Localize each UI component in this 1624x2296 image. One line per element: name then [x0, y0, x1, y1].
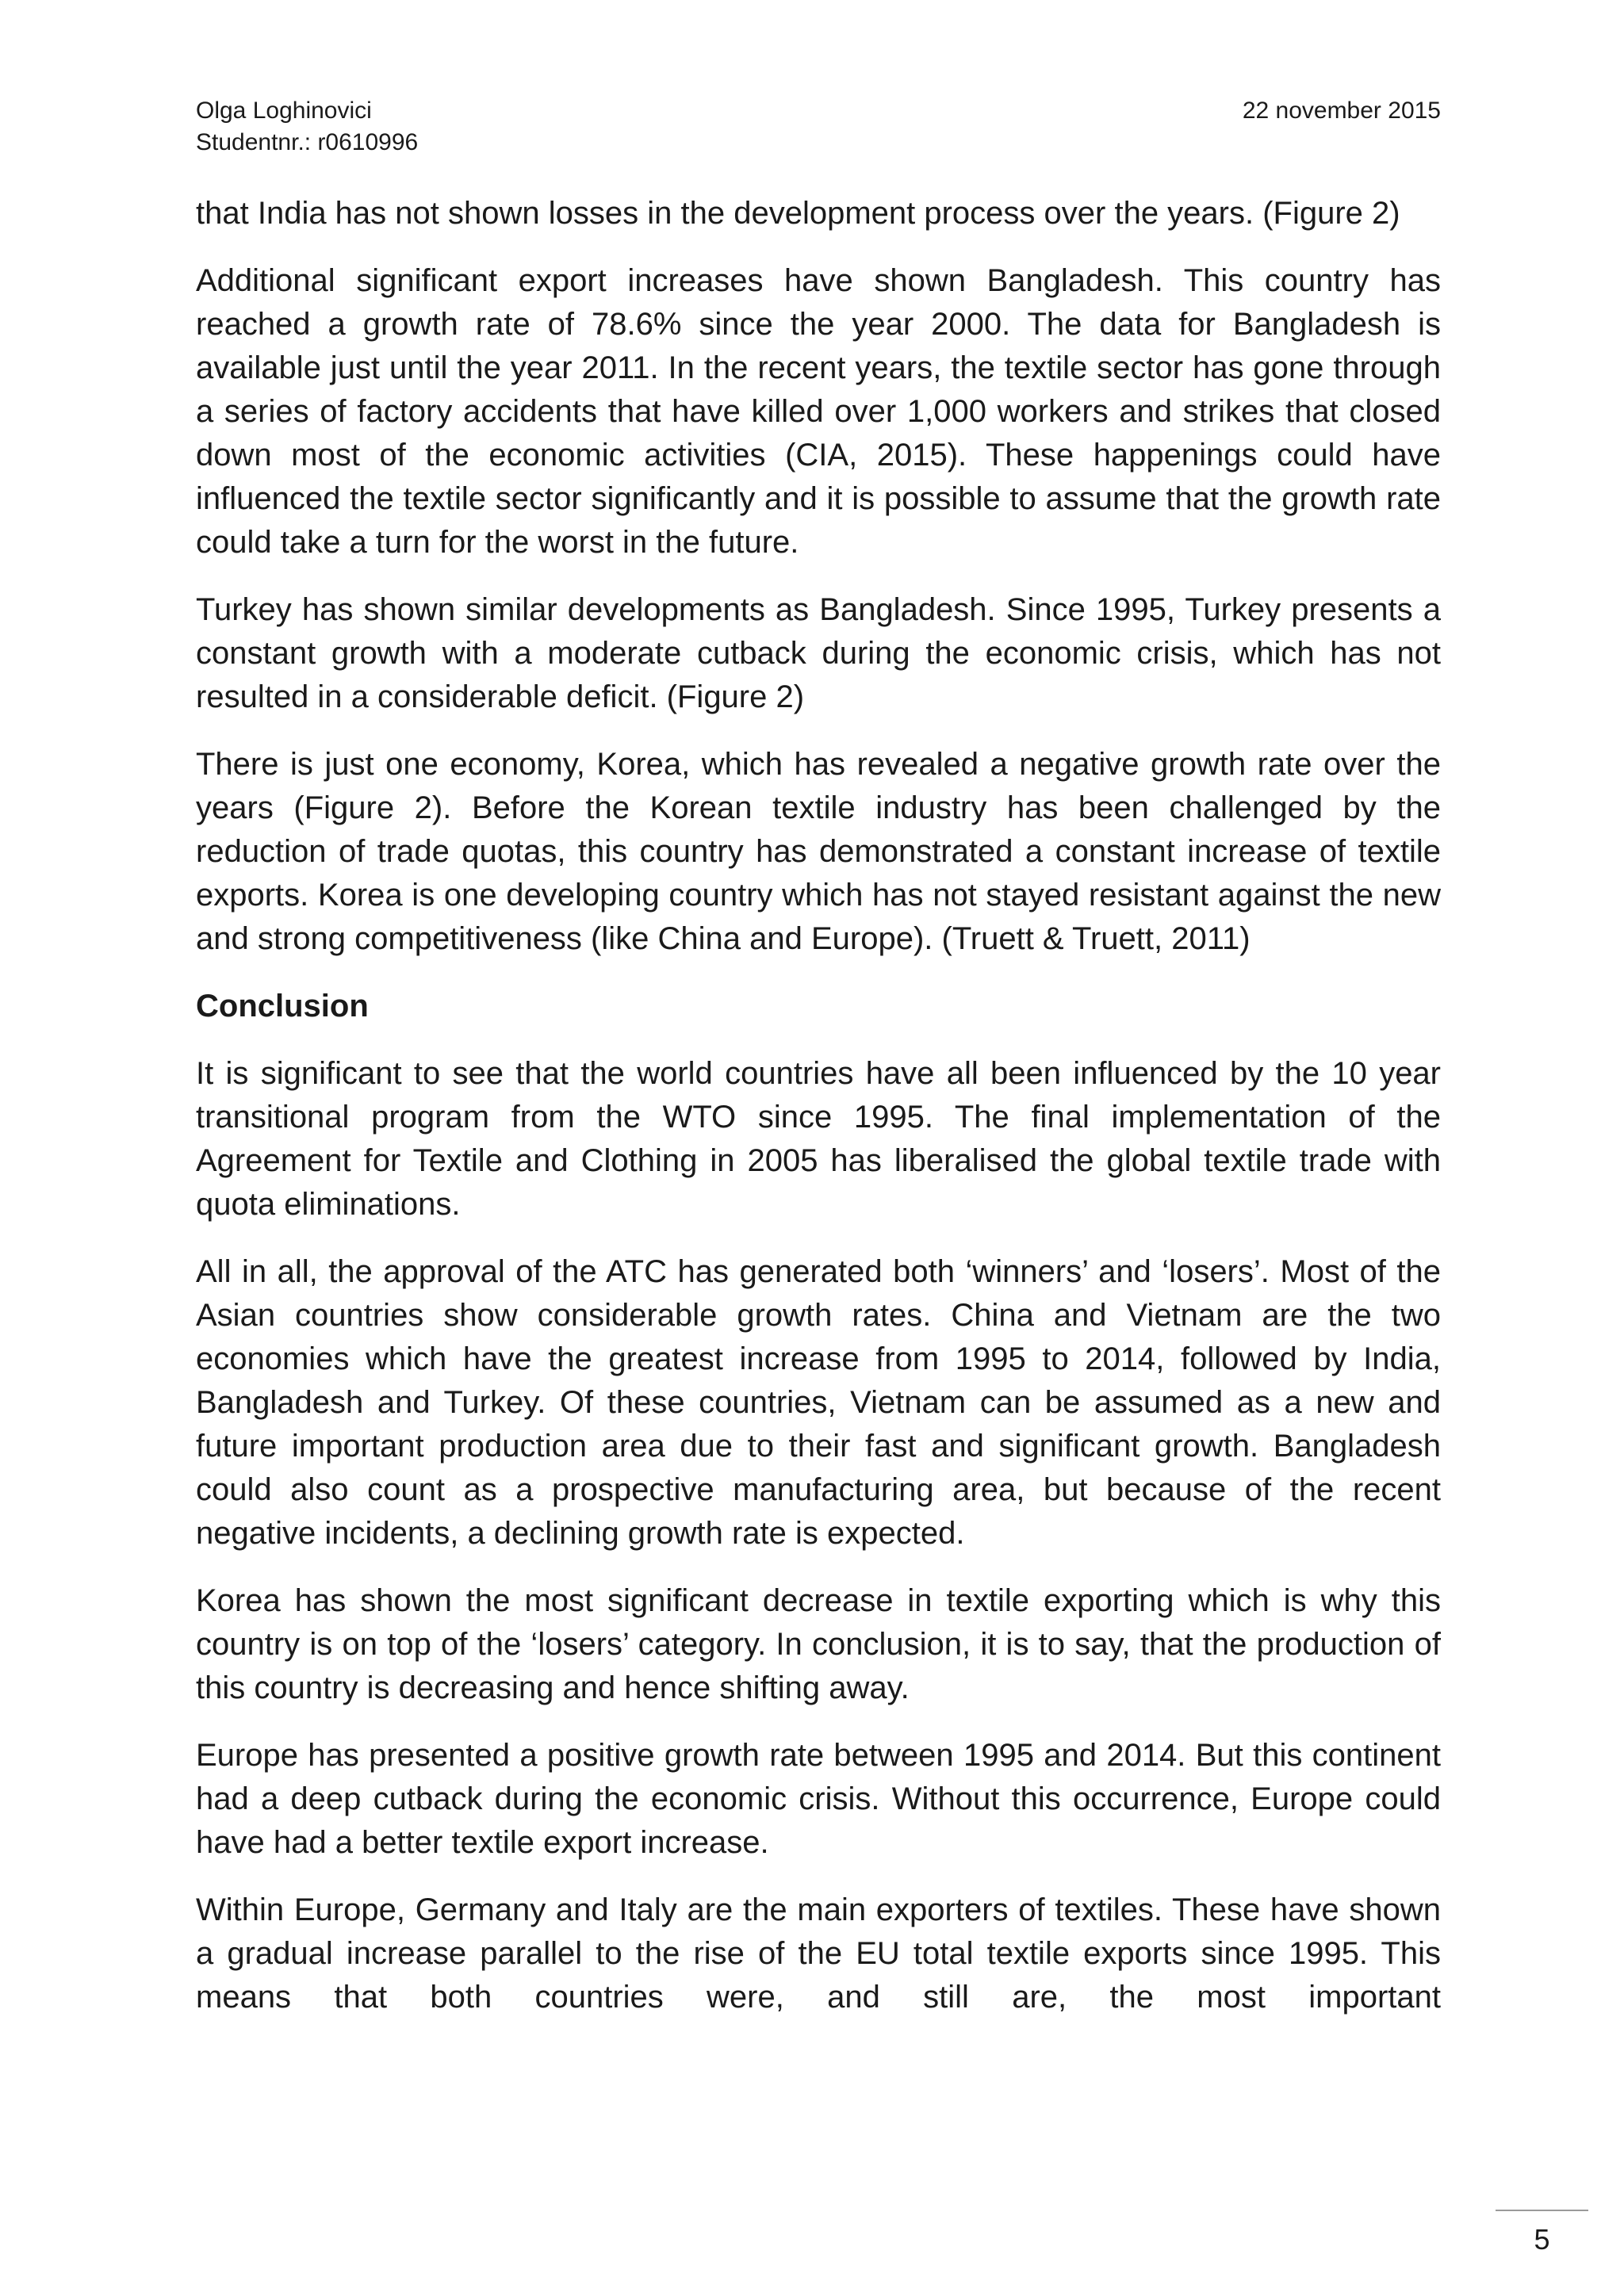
conclusion-heading: Conclusion	[196, 989, 369, 1024]
document-body	[196, 192, 1441, 2043]
student-number: Studentnr.: r0610996	[196, 129, 419, 155]
author-name: Olga Loghinovici	[196, 98, 372, 124]
conclusion-paragraph-winners-losers: All in all, the approval of the ATC has generated both ‘winners’ and ‘losers’. Most of the Asian countries show considerable growth rates. China and Vietnam are the two economies which have the greatest increase from 1995 to 2014, followed by India, Bangladesh and Turkey. Of these countries, Vietnam can be assumed as a new and future important production area due to their fast and significant growth. Bangladesh could also count as a prospective manufacturing area, but because of the recent negative incidents, a declining growth rate is expected.	[196, 1254, 1441, 1551]
conclusion-paragraph-wto: It is significant to see that the world countries have all been influenced by the 10 year transitional program from the WTO since 1995. The final implementation of the Agreement for Textile and Clothing in 2005 has liberalised the global textile trade with quota eliminations.	[196, 1056, 1441, 1222]
paragraph-india-continuation: that India has not shown losses in the development process over the years. (Figure 2)	[196, 196, 1400, 231]
conclusion-paragraph-germany-italy: Within Europe, Germany and Italy are the main exporters of textiles. These have shown a gradual increase parallel to the rise of the EU total textile exports since 1995. This means that both countries were, and still are, the most important	[196, 1892, 1441, 2015]
header-date: 22 november 2015	[1242, 98, 1441, 124]
paragraph-korea: There is just one economy, Korea, which has revealed a negative growth rate over the years (Figure 2). Before the Korean textile industry has been challenged by the reduction of trade quotas, this country has demonstrated a constant increase of textile exports. Korea is one developing country which has not stayed resistant against the new and strong competitiveness (like China and Europe). (Truett & Truett, 2011)	[196, 747, 1441, 956]
conclusion-paragraph-korea: Korea has shown the most significant decrease in textile exporting which is why this country is on top of the ‘losers’ category. In conclusion, it is to say, that the production of this country is decreasing and hence shifting away.	[196, 1583, 1441, 1705]
header-author-block	[196, 95, 418, 159]
conclusion-paragraph-europe: Europe has presented a positive growth rate between 1995 and 2014. But this continent had a deep cutback during the economic crisis. Without this occurrence, Europe could have had a better textile export increase.	[196, 1738, 1441, 1860]
paragraph-turkey: Turkey has shown similar developments as Bangladesh. Since 1995, Turkey presents a constant growth with a moderate cutback during the economic crisis, which has not resulted in a considerable deficit. (Figure 2)	[196, 592, 1441, 714]
page-header	[196, 95, 1441, 166]
page-number: 5	[1534, 2223, 1550, 2256]
paragraph-bangladesh: Additional significant export increases have shown Bangladesh. This country has reached a growth rate of 78.6% since the year 2000. The data for Bangladesh is available just until the year 2011. In the recent years, the textile sector has gone through a series of factory accidents that have killed over 1,000 workers and strikes that closed down most of the economic activities (CIA, 2015). These happenings could have influenced the textile sector significantly and it is possible to assume that the growth rate could take a turn for the worst in the future.	[196, 263, 1441, 560]
footer-divider	[1496, 2210, 1588, 2211]
